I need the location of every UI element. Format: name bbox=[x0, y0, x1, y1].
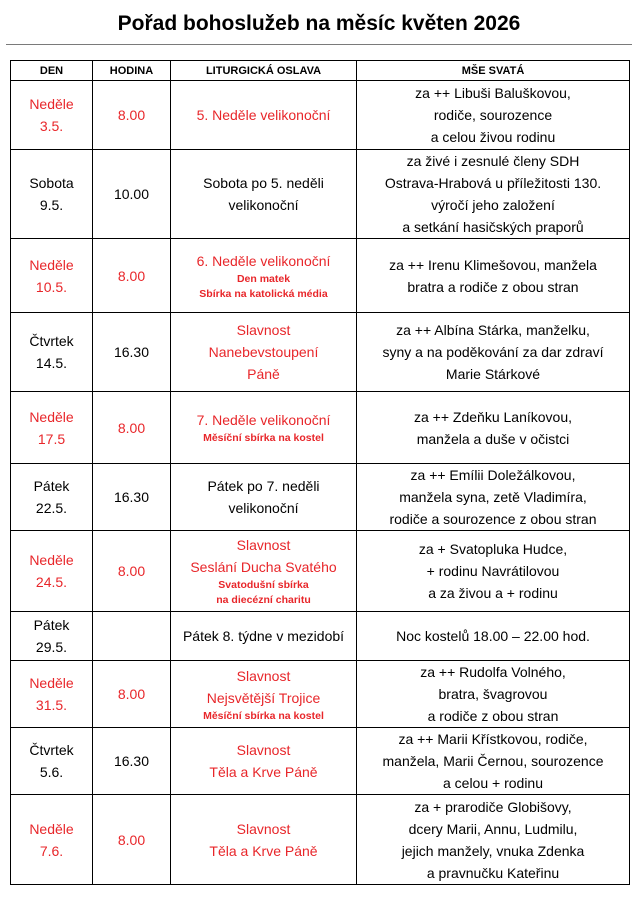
hour-cell: 16.30 bbox=[93, 464, 171, 531]
feast-text: Slavnost bbox=[236, 667, 291, 684]
header-mass: MŠE SVATÁ bbox=[357, 61, 630, 81]
hour-cell: 8.00 bbox=[93, 661, 171, 728]
table-row bbox=[11, 313, 630, 392]
intention-text: za ++ Zdeňku Laníkovou, bbox=[414, 408, 572, 425]
table-row bbox=[11, 150, 630, 239]
feast-cell bbox=[171, 795, 357, 885]
hour-cell: 16.30 bbox=[93, 728, 171, 795]
hour-cell: 10.00 bbox=[93, 150, 171, 239]
header-feast: LITURGICKÁ OSLAVA bbox=[171, 61, 357, 81]
day-text: 7.6. bbox=[39, 842, 64, 859]
day-text: Čtvrtek bbox=[29, 333, 74, 349]
feast-cell bbox=[171, 612, 357, 661]
header-hour: HODINA bbox=[93, 61, 171, 81]
feast-cell bbox=[171, 81, 357, 150]
feast-text: Pátek 8. týdne v mezidobí bbox=[182, 628, 345, 644]
intention-text: + rodinu Navrátilovou bbox=[426, 563, 560, 579]
feast-text: velikonoční bbox=[228, 500, 299, 516]
feast-text: 5. Neděle velikonoční bbox=[196, 107, 331, 123]
day-text: Čtvrtek bbox=[29, 742, 74, 758]
intention-text: a pravnučku Kateřinu bbox=[426, 864, 560, 881]
table-row bbox=[11, 392, 630, 464]
mass-intention-cell bbox=[357, 313, 630, 392]
intention-text: Ostrava-Hrabová u příležitosti 130. bbox=[384, 175, 602, 191]
intention-text: syny a na poděkování za dar zdraví bbox=[382, 344, 604, 360]
intention-text: manžela a duše v očistci bbox=[416, 430, 570, 447]
day-cell bbox=[11, 531, 93, 612]
day-cell bbox=[11, 81, 93, 150]
intention-text: a celou živou rodinu bbox=[430, 129, 556, 145]
table-row bbox=[11, 661, 630, 728]
mass-intention-cell bbox=[357, 150, 630, 239]
feast-cell bbox=[171, 150, 357, 239]
hour-cell bbox=[93, 612, 171, 661]
header-day: DEN bbox=[11, 61, 93, 81]
mass-intention-cell bbox=[357, 795, 630, 885]
feast-text: Slavnost bbox=[236, 322, 291, 338]
intention-text: bratra, švagrovou bbox=[438, 686, 548, 702]
feast-text: velikonoční bbox=[228, 197, 299, 213]
table-row bbox=[11, 795, 630, 885]
day-cell bbox=[11, 392, 93, 464]
day-text: 9.5. bbox=[39, 197, 64, 213]
intention-text: a celou + rodinu bbox=[442, 775, 544, 791]
intention-text: manžela syna, zetě Vladimíra, bbox=[399, 489, 587, 505]
intention-text: rodiče, sourozence bbox=[433, 107, 553, 123]
hour-cell: 8.00 bbox=[93, 531, 171, 612]
feast-text: 6. Neděle velikonoční bbox=[196, 252, 331, 269]
day-text: 22.5. bbox=[35, 500, 68, 516]
feast-cell bbox=[171, 661, 357, 728]
hour-cell: 8.00 bbox=[93, 795, 171, 885]
day-text: Neděle bbox=[29, 96, 74, 112]
day-text: 14.5. bbox=[35, 355, 68, 371]
mass-intention-cell bbox=[357, 81, 630, 150]
feast-cell bbox=[171, 728, 357, 795]
table-header-row bbox=[11, 61, 630, 81]
day-text: 24.5. bbox=[35, 574, 68, 590]
intention-text: dcery Marii, Annu, Ludmilu, bbox=[408, 820, 578, 837]
intention-text: za živé i zesnulé členy SDH bbox=[406, 153, 580, 169]
mass-intention-cell bbox=[357, 612, 630, 661]
feast-cell bbox=[171, 464, 357, 531]
feast-note: Sbírka na katolická média bbox=[199, 287, 328, 300]
day-cell bbox=[11, 464, 93, 531]
feast-text: Nanebevstoupení bbox=[208, 344, 319, 360]
intention-text: bratra a rodiče z obou stran bbox=[407, 278, 579, 295]
mass-intention-cell bbox=[357, 239, 630, 313]
day-cell bbox=[11, 612, 93, 661]
hour-cell: 8.00 bbox=[93, 392, 171, 464]
day-text: Pátek bbox=[33, 617, 70, 633]
intention-text: za ++ Emílii Doležálkovou, bbox=[410, 467, 576, 483]
day-text: 31.5. bbox=[35, 697, 68, 713]
mass-schedule-table bbox=[10, 60, 630, 885]
intention-text: za ++ Albína Stárka, manželku, bbox=[396, 322, 590, 338]
intention-text: za ++ Rudolfa Volného, bbox=[420, 664, 566, 680]
day-text: Neděle bbox=[29, 820, 74, 837]
day-text: 3.5. bbox=[39, 118, 64, 134]
mass-intention-cell bbox=[357, 728, 630, 795]
page-title: Pořad bohoslužeb na měsíc květen 2026 bbox=[117, 12, 521, 35]
mass-intention-cell bbox=[357, 464, 630, 531]
feast-text: Těla a Krve Páně bbox=[209, 842, 318, 859]
feast-text: Pátek po 7. neděli bbox=[207, 478, 320, 494]
day-text: 10.5. bbox=[35, 278, 68, 295]
intention-text: a za živou a + rodinu bbox=[428, 585, 558, 601]
day-text: 29.5. bbox=[35, 639, 68, 655]
intention-text: a setkání hasičských praporů bbox=[402, 219, 584, 235]
day-text: Pátek bbox=[33, 478, 70, 494]
mass-intention-cell bbox=[357, 392, 630, 464]
feast-note: Měsíční sbírka na kostel bbox=[203, 432, 324, 444]
table-row bbox=[11, 464, 630, 531]
hour-cell: 16.30 bbox=[93, 313, 171, 392]
feast-cell bbox=[171, 239, 357, 313]
intention-text: Noc kostelů 18.00 – 22.00 hod. bbox=[396, 628, 590, 644]
feast-text: 7. Neděle velikonoční bbox=[196, 412, 331, 428]
intention-text: za + Svatopluka Hudce, bbox=[418, 541, 568, 557]
feast-note: Měsíční sbírka na kostel bbox=[203, 709, 324, 722]
feast-text: Páně bbox=[247, 366, 280, 382]
feast-note: na diecézní charitu bbox=[216, 594, 311, 606]
day-cell bbox=[11, 313, 93, 392]
hour-cell: 8.00 bbox=[93, 81, 171, 150]
mass-intention-cell bbox=[357, 531, 630, 612]
feast-text: Těla a Krve Páně bbox=[209, 764, 318, 780]
intention-text: za + prarodiče Globišovy, bbox=[414, 798, 572, 815]
day-text: 17.5 bbox=[37, 430, 66, 447]
day-cell bbox=[11, 728, 93, 795]
feast-cell bbox=[171, 313, 357, 392]
intention-text: výročí jeho založení bbox=[431, 197, 555, 213]
feast-note: Den matek bbox=[236, 272, 291, 285]
day-text: 5.6. bbox=[39, 764, 64, 780]
feast-text: Seslání Ducha Svatého bbox=[190, 559, 337, 575]
feast-text: Sobota po 5. neděli bbox=[203, 175, 324, 191]
feast-text: Nejsvětější Trojice bbox=[206, 689, 321, 706]
intention-text: Marie Stárkové bbox=[445, 366, 541, 382]
hour-cell: 8.00 bbox=[93, 239, 171, 313]
intention-text: a rodiče z obou stran bbox=[427, 708, 559, 724]
title-divider bbox=[6, 44, 632, 45]
day-cell bbox=[11, 239, 93, 313]
intention-text: za ++ Marii Křístkovou, rodiče, bbox=[398, 731, 588, 747]
intention-text: za ++ Libuši Baluškovou, bbox=[415, 85, 571, 101]
intention-text: manžela, Marii Černou, sourozence bbox=[382, 753, 604, 769]
feast-cell bbox=[171, 531, 357, 612]
day-text: Neděle bbox=[29, 256, 74, 273]
mass-intention-cell bbox=[357, 661, 630, 728]
intention-text: rodiče a sourozence z obou stran bbox=[389, 511, 597, 527]
table-row bbox=[11, 612, 630, 661]
feast-text: Slavnost bbox=[236, 537, 291, 553]
feast-text: Slavnost bbox=[236, 742, 291, 758]
day-cell bbox=[11, 795, 93, 885]
feast-text: Slavnost bbox=[236, 820, 291, 837]
day-text: Sobota bbox=[29, 175, 74, 191]
table-row bbox=[11, 531, 630, 612]
day-text: Neděle bbox=[29, 408, 74, 425]
day-cell bbox=[11, 661, 93, 728]
day-text: Neděle bbox=[29, 675, 74, 691]
table-row bbox=[11, 728, 630, 795]
intention-text: jejich manžely, vnuka Zdenka bbox=[401, 842, 585, 859]
feast-note: Svatodušní sbírka bbox=[218, 579, 309, 591]
table-row bbox=[11, 81, 630, 150]
table-row bbox=[11, 239, 630, 313]
day-cell bbox=[11, 150, 93, 239]
intention-text: za ++ Irenu Klimešovou, manžela bbox=[389, 256, 597, 273]
day-text: Neděle bbox=[29, 552, 74, 568]
feast-cell bbox=[171, 392, 357, 464]
